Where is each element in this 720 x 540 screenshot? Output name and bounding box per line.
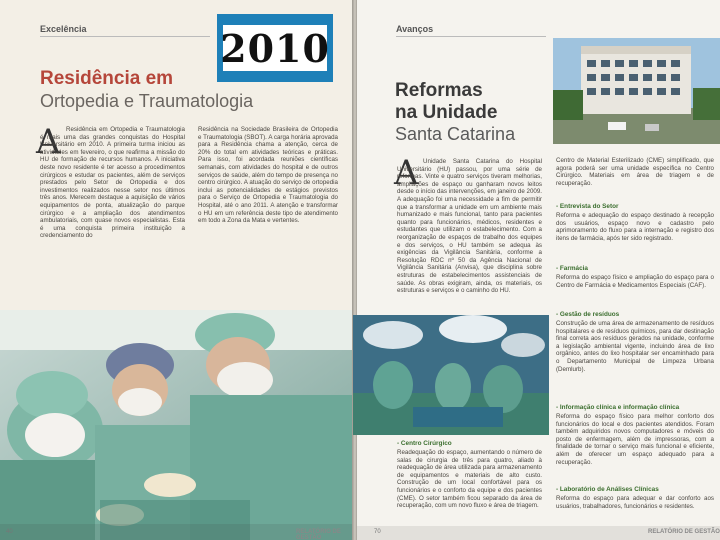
- right-title-line2: na Unidade: [395, 102, 498, 123]
- article-title-line2: Ortopedia e Traumatologia: [40, 91, 254, 111]
- left-footer-brand: RELATÓRIO DE GESTÃO: [296, 529, 341, 540]
- right-column-2-intro: Centro de Material Esterilizado (CME) simplificado, que agora poderá ser uma unidade específica no Centro Cirúrgico. Materiais em área de triagem e de recuperação.: [556, 157, 714, 187]
- operating-room-photo: [353, 315, 549, 435]
- sub-text-informacao: Reforma do espaço físico para melhor conforto dos funcionários do local e dos pacientes atendidos. Foram também adquiridos novos computadores e móveis do posto de enfermagem, além de impressoras, com a finalidade de tornar o serviço mais funcional e eficiente, além de oferecer um espaço adequado para a recuperação.: [556, 413, 714, 466]
- year-badge: [217, 14, 333, 82]
- sub-heading-centro-cirurgico: - Centro Cirúrgico: [397, 440, 452, 447]
- year-label: 2010: [220, 25, 330, 71]
- article-column-1: Residência em Ortopedia e Traumatologia é mais uma das grandes conquistas do Hospital Universitário em 2010. A primeira turma iniciou as atividades em fevereiro, o que reafirma a missão do HU de formação de recursos humanos. A iniciativa deste novo residente é ter acesso a procedimentos cirúrgicos e estudar os pacientes, além de serviços prestados pelo Setor de Ortopedia e dos investimentos realizados nesse setor nos últimos três anos. Merecem destaque a aquisição de vários equipamentos de ponta, atualização do parque cirúrgico e a ampliação dos atendimentos ambulatoriais, com quase novos especialistas. Esta é uma conquista primeira instituição a credenciamento do: [40, 126, 185, 240]
- section-rule: [40, 36, 210, 37]
- article-column-2: Residência na Sociedade Brasileira de Ortopedia e Traumatologia (SBOT). A carga horária aprovada para a Residência chama a atenção, cerca de 20% do total em atividades teóricas e práticas. Para isso, foi acordada reuniões científicas semanais, com atividades do hospital e de outros serviços de saúde, além do tempo de presença no centro cirúrgico. A atuação do serviço de ortopedia inclui as potencialidades de estágios previstos para o Serviço de Ortopedia e Traumatologia do Hospital, até o ano 2011. A atenção e transformar o HU em um referência deste tipo de atendimento em todo a Zona da Mata e vertentes.: [198, 126, 338, 225]
- article-title-line1: Residência em: [40, 68, 174, 89]
- sub-text-centro-cirurgico: Readequação do espaço, aumentando o número de salas de cirurgia de três para quatro, aliado à readequação de área utilizada para armazenamento de equipamentos e materiais de alto custo. Construção de um local confortável para os funcionários e o conforto da equipe e dos pacientes (CME). O setor também ficou separado da área de recuperação, com um novo fluxo e área de triagem.: [397, 449, 542, 510]
- section-rule-right: [396, 36, 546, 37]
- sub-heading-laboratorio: - Laboratório de Análises Clínicas: [556, 486, 659, 493]
- sub-heading-entrevista: - Entrevista do Setor: [556, 203, 619, 210]
- sub-text-residuos: Construção de uma área de armazenamento de resíduos hospitalares e de resíduos químicos, para dar destinação final correta aos resíduos gerados na unidade, conforme a legislação ambiental vigente, incluindo área de lixo orgânico, antes do lixo hospitalar ser encaminhado para o Departamento Municipal de Limpeza Urbana (Demlurb).: [556, 320, 714, 373]
- sub-heading-informacao: - Informação clínica e informação clínica: [556, 404, 680, 411]
- right-column-1: Unidade Santa Catarina do Hospital Universitário (HU) passou, por uma série de reformas. Vinte e quatro serviços tiveram melhorias, ampliações de espaço ou ganharam novos leitos desde o início das intervenções, em janeiro de 2009. A adequação foi uma necessidade a fim de permitir que a transformar a unidade em um ambiente mais humanizado e mais funcional, tanto para pacientes quanto para funcionários, médicos, residentes e estudantes que utilizam o estabelecimento. Com a reorganização de espaços de trabalho dos equipes e dos serviços, o HU também se adequa às exigências da Vigilância Sanitária, conforme a Resolução RDC nº 50 da Agência Nacional de Vigilância Sanitária (Anvisa), que disciplina sobre estruturas de estabelecimentos assistenciais de saúde. As obras exigiram, ainda, os materiais, os estruturas e serviços e o caminho do HU.: [397, 158, 542, 295]
- left-page-number: 40: [6, 529, 13, 535]
- right-page-number: 70: [374, 529, 381, 535]
- section-tag-avancos: Avanços: [396, 24, 434, 34]
- sub-heading-farmacia: - Farmácia: [556, 265, 588, 272]
- hospital-building-photo: [553, 38, 720, 144]
- sub-text-laboratorio: Reforma do espaço para adequar e dar conforto aos usuários, trabalhadores, funcionários e residentes.: [556, 495, 714, 510]
- right-title-line1: Reformas: [395, 80, 483, 101]
- section-tag-excelencia: Excelência: [40, 24, 87, 34]
- surgeons-photo: [0, 310, 353, 540]
- right-dropcap: A: [394, 153, 419, 193]
- right-title-line3: Santa Catarina: [395, 124, 516, 144]
- sub-heading-residuos: - Gestão de resíduos: [556, 311, 620, 318]
- sub-text-entrevista: Reforma e adequação do espaço destinado à recepção dos usuários, espaço novo e cadastro pelo aprimoramento do fluxo para a internação e registro dos itens de farmácia, após ter sido registrado.: [556, 212, 714, 242]
- dropcap: A: [36, 122, 61, 162]
- right-footer-brand: RELATÓRIO DE GESTÃO: [648, 529, 720, 535]
- sub-text-farmacia: Reforma do espaço físico e ampliação do espaço para o Centro de Farmácia e Medicamentos Especiais (CAF).: [556, 274, 714, 289]
- left-page: [0, 0, 353, 540]
